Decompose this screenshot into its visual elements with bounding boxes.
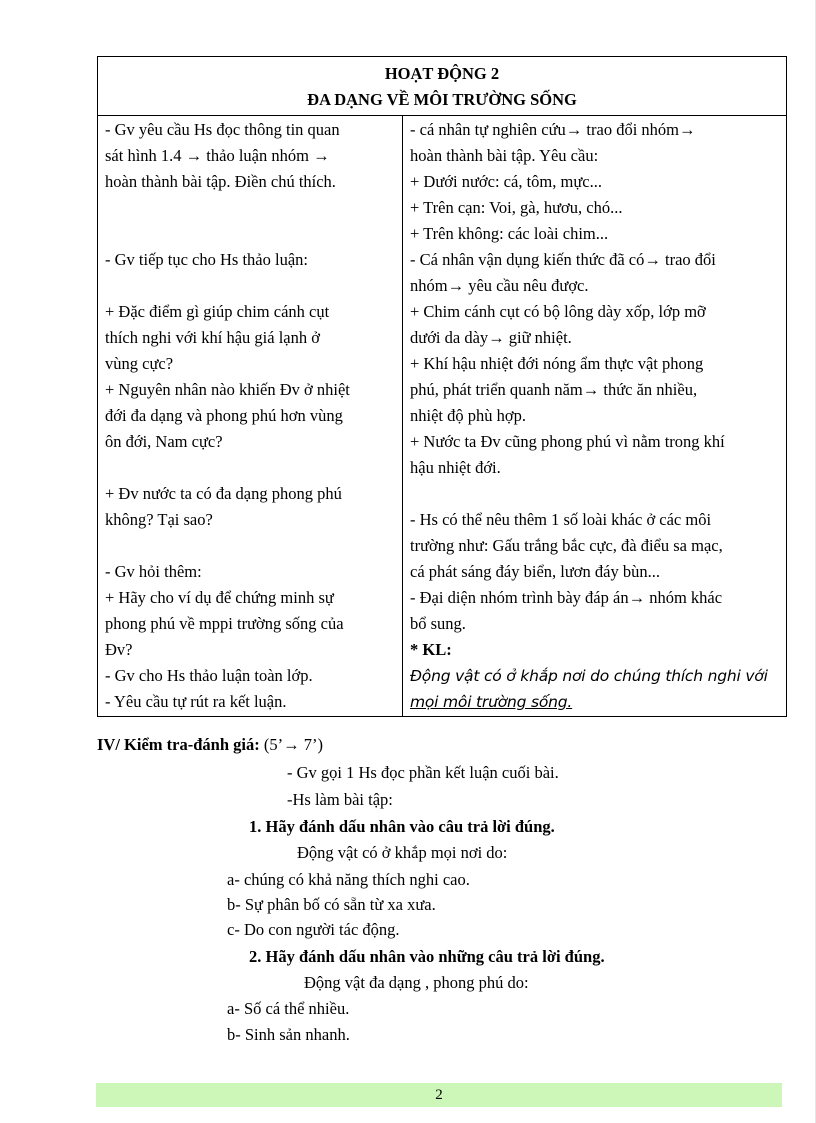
question-2-option-b: b- Sinh sản nhanh.: [227, 1025, 350, 1044]
conclusion-text-line1: Động vật có ở khắp nơi do chúng thích nghi với: [410, 667, 768, 685]
student-line: phú, phát triển quanh năm→ thức ăn nhiều,: [410, 380, 698, 399]
teacher-line: [105, 195, 395, 221]
teacher-line: hoàn thành bài tập. Điền chú thích.: [105, 172, 336, 191]
question-2-option-a: a- Số cá thể nhiều.: [227, 999, 350, 1018]
student-line: - Cá nhân vận dụng kiến thức đã có→ trao đổi: [410, 250, 716, 269]
student-line: hậu nhiệt đới.: [410, 458, 501, 477]
teacher-line: [105, 273, 395, 299]
teacher-line: đới đa dạng và phong phú hơn vùng: [105, 406, 343, 425]
activity-header-row: [98, 57, 787, 116]
student-column: [403, 116, 787, 717]
student-line: - cá nhân tự nghiên cứu→ trao đổi nhóm→: [410, 120, 696, 139]
teacher-line: Đv?: [105, 640, 133, 659]
student-line: dưới da dày→ giữ nhiệt.: [410, 328, 572, 347]
student-line: + Chim cánh cụt có bộ lông dày xốp, lớp mỡ: [410, 302, 706, 321]
question-1-option-b: b- Sự phân bố có sẵn từ xa xưa.: [227, 895, 436, 914]
question-1-stem: Động vật có ở khắp mọi nơi do:: [297, 843, 508, 862]
teacher-line: thích nghi với khí hậu giá lạnh ở: [105, 328, 320, 347]
page-footer: [96, 1083, 782, 1107]
teacher-line: + Đv nước ta có đa dạng phong phú: [105, 484, 342, 503]
student-line: + Dưới nước: cá, tôm, mực...: [410, 172, 602, 191]
teacher-line: [105, 221, 395, 247]
student-line: trường như: Gấu trắng bắc cực, đà điểu sa mạc,: [410, 536, 723, 555]
teacher-line: phong phú về mppi trường sống của: [105, 614, 344, 633]
page-number: 2: [435, 1087, 443, 1103]
teacher-line: ôn đới, Nam cực?: [105, 432, 223, 451]
assessment-intro-2: -Hs làm bài tập:: [287, 790, 393, 809]
question-2-title: 2. Hãy đánh dấu nhân vào những câu trả lời đúng.: [249, 947, 605, 966]
teacher-line: vùng cực?: [105, 354, 174, 373]
teacher-line: [105, 533, 395, 559]
activity-title: HOẠT ĐỘNG 2: [384, 64, 500, 83]
teacher-column: [98, 116, 403, 717]
teacher-line: + Đặc điểm gì giúp chim cánh cụt: [105, 302, 330, 321]
student-line: - Hs có thể nêu thêm 1 số loài khác ở các môi: [410, 510, 712, 529]
teacher-line: - Yêu cầu tự rút ra kết luận.: [105, 692, 287, 711]
question-2-stem: Động vật đa dạng , phong phú do:: [304, 973, 529, 992]
student-line: + Trên không: các loài chim...: [410, 224, 609, 243]
assessment-heading-label: IV/ Kiểm tra-đánh giá:: [97, 735, 260, 754]
assessment-time: (5’→ 7’): [259, 735, 323, 754]
student-line: nhóm→ yêu cầu nêu được.: [410, 276, 589, 295]
teacher-line: - Gv cho Hs thảo luận toàn lớp.: [105, 666, 313, 685]
teacher-line: - Gv yêu cầu Hs đọc thông tin quan: [105, 120, 340, 139]
assessment-intro-1: - Gv gọi 1 Hs đọc phần kết luận cuối bài.: [287, 763, 559, 782]
assessment-heading: [97, 735, 323, 755]
student-line: nhiệt độ phù hợp.: [410, 406, 526, 425]
student-line: cá phát sáng đáy biển, lươn đáy bùn...: [410, 562, 660, 581]
question-1-title: 1. Hãy đánh dấu nhân vào câu trả lời đúng.: [249, 817, 555, 836]
teacher-line: + Nguyên nhân nào khiến Đv ở nhiệt: [105, 380, 350, 399]
teacher-line: sát hình 1.4 → thảo luận nhóm →: [105, 146, 330, 165]
question-1-option-a: a- chúng có khả năng thích nghi cao.: [227, 870, 470, 889]
conclusion-text-line2: mọi môi trường sống.: [410, 693, 573, 711]
student-line: [410, 481, 779, 507]
student-line: + Khí hậu nhiệt đới nóng ẩm thực vật phong: [410, 354, 704, 373]
student-line: hoàn thành bài tập. Yêu cầu:: [410, 146, 599, 165]
conclusion-title: * KL:: [410, 640, 452, 659]
student-line: bổ sung.: [410, 614, 466, 633]
activity-subtitle: ĐA DẠNG VỀ MÔI TRƯỜNG SỐNG: [307, 90, 577, 109]
activity-header: [98, 57, 787, 116]
question-1-option-c: c- Do con người tác động.: [227, 920, 400, 939]
student-line: - Đại diện nhóm trình bày đáp án→ nhóm khác: [410, 588, 723, 607]
activity-table: [97, 56, 787, 717]
teacher-line: - Gv hỏi thêm:: [105, 562, 202, 581]
teacher-line: [105, 455, 395, 481]
teacher-line: + Hãy cho ví dụ để chứng minh sự: [105, 588, 334, 607]
activity-body-row: [98, 116, 787, 717]
teacher-line: không? Tại sao?: [105, 510, 213, 529]
student-line: + Nước ta Đv cũng phong phú vì nằm trong khí: [410, 432, 725, 451]
student-line: + Trên cạn: Voi, gà, hươu, chó...: [410, 198, 623, 217]
teacher-line: - Gv tiếp tục cho Hs thảo luận:: [105, 250, 308, 269]
